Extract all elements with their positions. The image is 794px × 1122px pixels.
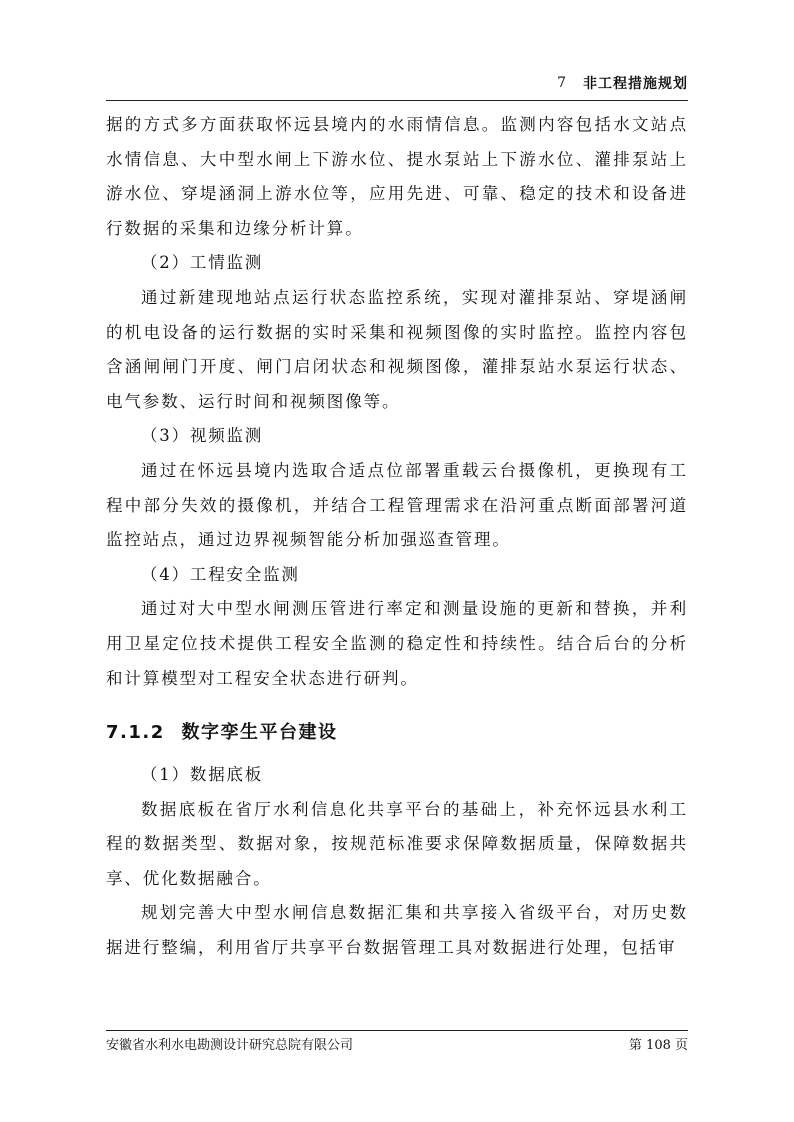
paragraph-video-monitoring: 通过在怀远县境内选取合适点位部署重载云台摄像机，更换现有工程中部分失效的摄像机，并结合工程管理需求在沿河重点断面部署河道监控站点，通过边界视频智能分析加强巡查管理。 [106, 460, 688, 550]
page-header [106, 66, 688, 101]
subheading-engineering-safety: （4）工程安全监测 [141, 564, 300, 584]
section-title: 数字孪生平台建设 [181, 722, 338, 744]
chapter-title: 非工程措施规划 [583, 76, 688, 92]
paragraph-data-platform: 规划完善大中型水闸信息数据汇集和共享接入省级平台，对历史数据进行整编，利用省厅共享平台数据管理工具对数据进行处理，包括审 [106, 903, 688, 958]
footer-page-number: 第 108 页 [628, 1038, 688, 1053]
subheading-work-monitoring: （2）工情监测 [141, 253, 264, 273]
paragraph-engineering-safety: 通过对大中型水闸测压管进行率定和测量设施的更新和替换，并利用卫星定位技术提供工程安全监测的稳定性和持续性。结合后台的分析和计算模型对工程安全状态进行研判。 [106, 599, 688, 688]
subheading-data-base: （1）数据底板 [141, 765, 264, 785]
chapter-number: 7 [557, 75, 567, 91]
page-footer [106, 1030, 688, 1055]
paragraph-data-base: 数据底板在省厅水利信息化共享平台的基础上，补充怀远县水利工程的数据类型、数据对象，按规范标准要求保障数据质量，保障数据共享、优化数据融合。 [106, 799, 688, 888]
footer-organization: 安徽省水利水电勘测设计研究总院有限公司 [106, 1038, 354, 1053]
section-heading [106, 716, 688, 750]
paragraph-work-monitoring: 通过新建现地站点运行状态监控系统，实现对灌排泵站、穿堤涵闸的机电设备的运行数据的实时采集和视频图像的实时监控。监控内容包含涵闸闸门开度、闸门启闭状态和视频图像，灌排泵站水泵运行状态、电气参数、运行时间和视频图像等。 [106, 287, 688, 411]
section-number: 7.1.2 [106, 722, 165, 744]
paragraph-water-rain-info: 据的方式多方面获取怀远县境内的水雨情信息。监测内容包括水文站点水情信息、大中型水闸上下游水位、提水泵站上下游水位、灌排泵站上游水位、穿堤涵洞上游水位等，应用先进、可靠、稳定的技术和设备进行数据的采集和边缘分析计算。 [106, 115, 688, 238]
page-content [106, 108, 688, 966]
subheading-video-monitoring: （3）视频监测 [141, 426, 264, 446]
